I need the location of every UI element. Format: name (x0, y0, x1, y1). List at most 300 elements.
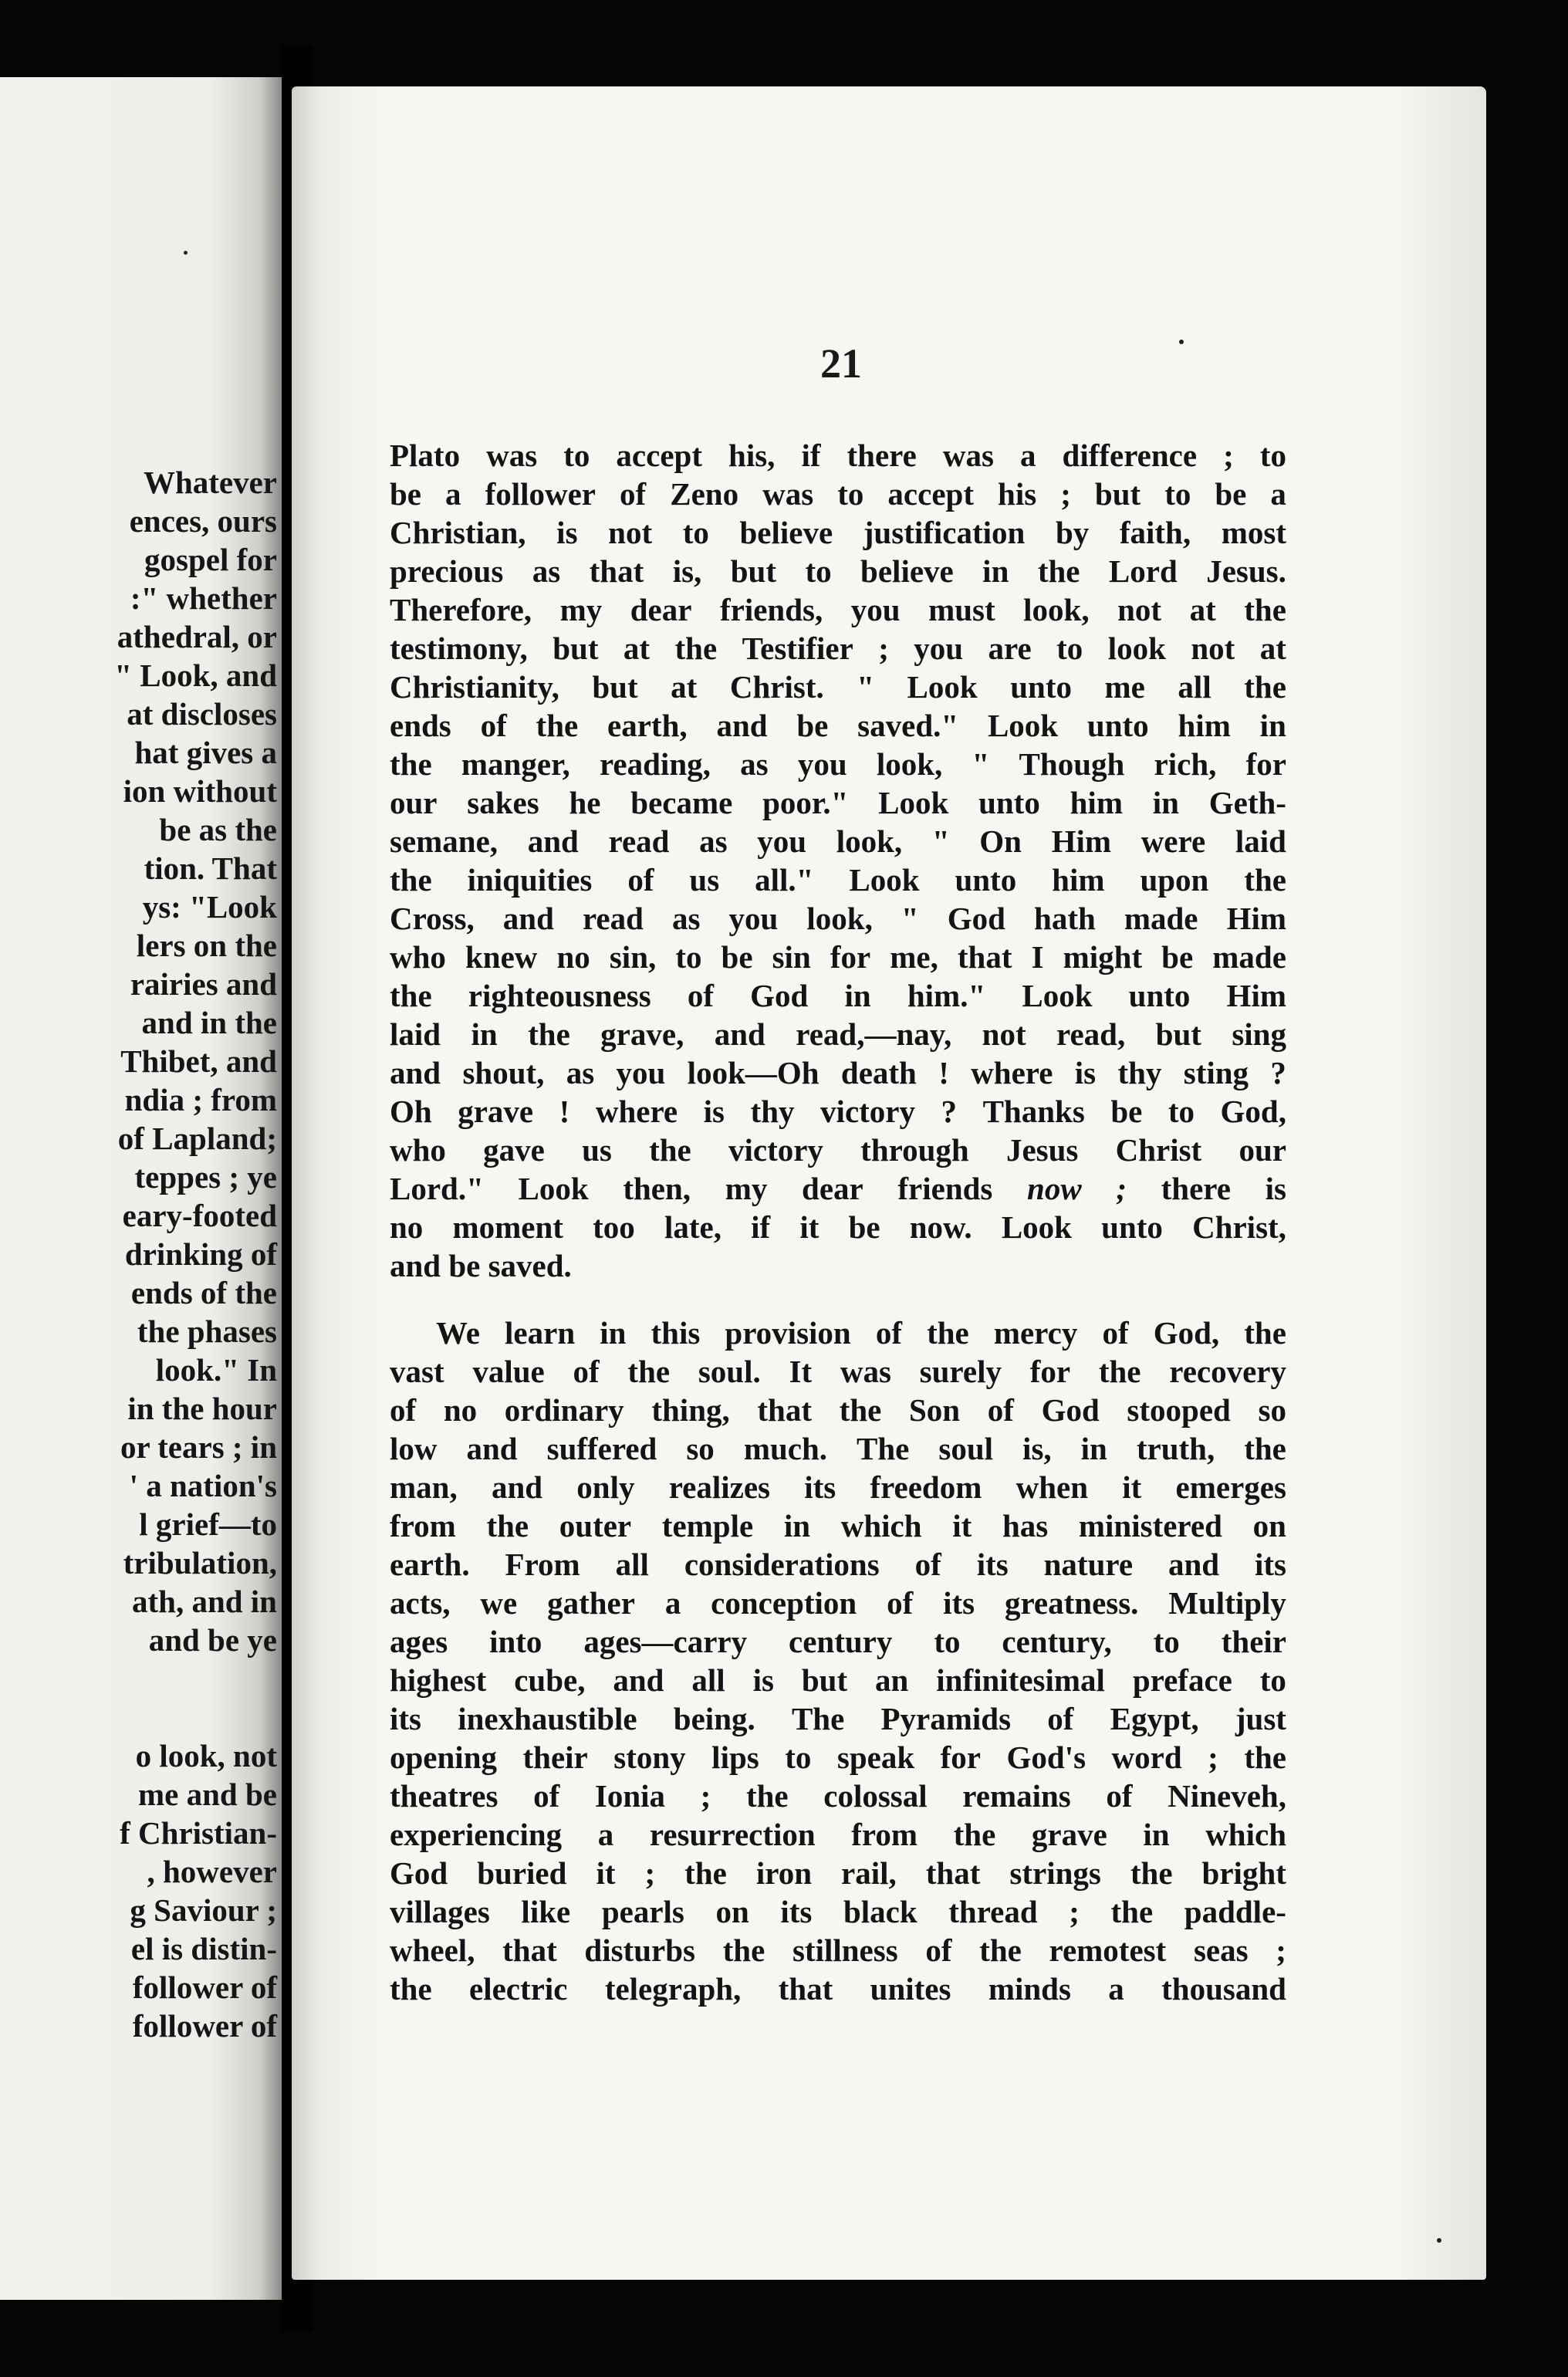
word: you (797, 746, 847, 782)
word: as (672, 901, 701, 936)
text-line-last (390, 1246, 1286, 1285)
word: at (623, 631, 651, 666)
word: follower (485, 476, 596, 512)
word: of (987, 1392, 1014, 1428)
left-text-line: Thibet, and (120, 1043, 277, 1079)
left-text-line: ndia ; from (124, 1082, 277, 1117)
word: he (569, 785, 601, 820)
word: the (979, 1932, 1022, 1968)
word: thy (1117, 1055, 1162, 1090)
word: recovery (1169, 1354, 1286, 1389)
word: us (582, 1132, 612, 1168)
word: believe (739, 515, 833, 550)
word: where (971, 1055, 1053, 1090)
paragraph-2 (390, 1314, 1286, 2008)
word: of (620, 476, 647, 512)
word: its (390, 1701, 421, 1736)
text-line (390, 1661, 1286, 1699)
paragraph-1 (390, 436, 1286, 1169)
word: grave, (600, 1016, 684, 1052)
word: is (752, 1662, 774, 1698)
word: you (728, 901, 779, 936)
word: Though (1019, 746, 1125, 782)
word: my (559, 592, 603, 627)
word: their (522, 1740, 588, 1775)
word: to (1259, 438, 1286, 473)
word: Jesus (1005, 1132, 1079, 1168)
word: ; (1060, 476, 1071, 512)
word: and (491, 1469, 543, 1505)
word: testimony, (390, 631, 528, 666)
word: low (390, 1431, 438, 1466)
word: to (1164, 476, 1191, 512)
word: surely (919, 1354, 1002, 1389)
word: Testifier (742, 631, 853, 666)
word: ; (1116, 1171, 1127, 1206)
word: to (837, 476, 864, 512)
word: hath (1034, 901, 1096, 936)
left-text-line: Whatever (143, 465, 277, 500)
word: unto (1128, 978, 1191, 1013)
word: suffered (546, 1431, 657, 1466)
word: a (1108, 1971, 1124, 2007)
word: Look (878, 785, 949, 820)
word: look (1107, 631, 1166, 666)
word: at (671, 669, 698, 705)
word: Geth- (1208, 785, 1286, 820)
word: Christian, (390, 515, 526, 550)
word: look, (876, 746, 943, 782)
text-line (390, 1699, 1286, 1738)
word: is (703, 1094, 725, 1129)
word: him (1178, 708, 1231, 743)
word: the (1098, 1354, 1141, 1389)
word: knew (465, 939, 538, 975)
word: but (553, 631, 599, 666)
word: man, (390, 1469, 458, 1505)
word: read (608, 823, 670, 859)
word: vast (390, 1354, 444, 1389)
word: ages (390, 1624, 448, 1659)
word: sing (1232, 1016, 1286, 1052)
page-number: 21 (820, 340, 862, 387)
word: is, (672, 553, 702, 589)
left-page-fragment (0, 77, 282, 2300)
word: of (533, 1778, 560, 1814)
word: is (556, 515, 578, 550)
page-body (390, 436, 1286, 2008)
word: the (953, 1817, 996, 1852)
word: the (1110, 1894, 1154, 1929)
word: if (801, 438, 821, 473)
word: Lord (1108, 553, 1178, 589)
word: mercy (993, 1315, 1078, 1351)
left-text-line: ends of the (130, 1275, 277, 1310)
text-line (390, 1391, 1286, 1429)
text-line (390, 1815, 1286, 1854)
word: Look (849, 862, 920, 898)
word: laid (390, 1016, 441, 1052)
word: the (1244, 1740, 1286, 1775)
word: the (839, 1392, 882, 1428)
word: the (1244, 862, 1286, 898)
word: be (390, 476, 421, 512)
word: where (595, 1094, 678, 1129)
word: and (1168, 1547, 1220, 1582)
word: so (1258, 1392, 1286, 1428)
word: you (616, 1055, 666, 1090)
text-line (390, 1622, 1286, 1661)
word: Him (1226, 978, 1286, 1013)
text-line (390, 1429, 1286, 1468)
text-line (390, 1892, 1286, 1931)
word: the (390, 1971, 432, 2007)
word: late, (664, 1209, 721, 1245)
word: as (532, 553, 561, 589)
word: the (927, 1315, 969, 1351)
word: thread (948, 1894, 1038, 1929)
word: and (714, 1016, 765, 1052)
word: The (857, 1431, 910, 1466)
word: of (1047, 1701, 1074, 1736)
word: in (783, 1508, 811, 1544)
word: as (699, 823, 728, 859)
word: experiencing (390, 1817, 563, 1852)
word: is (1265, 1171, 1286, 1206)
word: century, (1002, 1624, 1112, 1659)
text-line (390, 590, 1286, 629)
word: soul. (698, 1354, 761, 1389)
word: thing, (651, 1392, 730, 1428)
word: Look (907, 669, 978, 705)
word: and (613, 1662, 664, 1698)
word: to (682, 515, 709, 550)
word: that (957, 939, 1012, 975)
word: word (1111, 1740, 1182, 1775)
text-line (390, 822, 1286, 861)
word: but (592, 669, 638, 705)
word: in (1152, 785, 1179, 820)
word: unto (1086, 708, 1149, 743)
word: not (1191, 631, 1235, 666)
word: all." (755, 862, 814, 898)
word: bright (1201, 1855, 1286, 1891)
word: were (1141, 823, 1206, 859)
word: his (998, 476, 1037, 512)
word: rich, (1154, 746, 1217, 782)
word: to (563, 438, 590, 473)
word: it (799, 1209, 819, 1245)
left-text-line: tribulation, (123, 1545, 277, 1581)
word: are (988, 631, 1032, 666)
word: Thanks (982, 1094, 1085, 1129)
word: Pyramids (880, 1701, 1012, 1736)
word: no (556, 939, 590, 975)
word: Therefore, (390, 592, 532, 627)
word: you (850, 592, 901, 627)
word: that (757, 1392, 813, 1428)
word: friends (897, 1171, 993, 1206)
word: Cross, (390, 901, 475, 936)
word: Plato (390, 438, 461, 473)
word: gather (547, 1585, 635, 1621)
left-text-line: l grief—to (139, 1506, 277, 1542)
word: Oh (390, 1094, 432, 1129)
word: look, (806, 901, 873, 936)
word: to (675, 939, 702, 975)
word: ; (1223, 438, 1234, 473)
word: a (664, 1585, 681, 1621)
left-text-line: o look, not (135, 1738, 277, 1773)
word: remains (962, 1778, 1071, 1814)
word: became (630, 785, 733, 820)
word: our (1239, 1132, 1286, 1168)
word: that (589, 553, 644, 589)
word: stooped (1127, 1392, 1231, 1428)
word: victory (728, 1132, 823, 1168)
word: of (390, 1392, 417, 1428)
word: from (851, 1817, 918, 1852)
left-text-line: ath, and in (131, 1584, 277, 1619)
word: look—Oh (687, 1055, 819, 1090)
word: be (1161, 939, 1194, 975)
word: it (596, 1855, 616, 1891)
word: the (390, 746, 432, 782)
word: no (390, 1209, 424, 1245)
left-text-line: the phases (137, 1314, 277, 1349)
word: there (1161, 1171, 1231, 1206)
word: value (472, 1354, 545, 1389)
word: it (952, 1508, 972, 1544)
word: ; (1069, 1894, 1080, 1929)
word: paddle- (1184, 1894, 1286, 1929)
word: read, (1056, 1016, 1126, 1052)
paragraph-gap (390, 1285, 1286, 1314)
text-segment: and be saved. (390, 1248, 572, 1283)
word: be (721, 939, 753, 975)
text-line (390, 1314, 1286, 1352)
word: of (687, 978, 715, 1013)
word: Lord." (390, 1171, 484, 1206)
left-text-line: follower of (132, 1970, 277, 2005)
left-page-text (0, 463, 277, 2045)
word: Look (1001, 1209, 1072, 1245)
word: the (536, 708, 579, 743)
word: the (684, 1855, 727, 1891)
word: like (521, 1894, 571, 1929)
word: to (805, 553, 832, 589)
text-line (390, 1777, 1286, 1815)
word: be (1215, 476, 1247, 512)
word: us (689, 862, 720, 898)
word: villages (390, 1894, 490, 1929)
text-line (390, 1208, 1286, 1246)
word: and (716, 708, 768, 743)
word: faith, (1119, 515, 1191, 550)
word: upon (1140, 862, 1209, 898)
text-line (390, 1352, 1286, 1391)
word: from (390, 1508, 456, 1544)
left-text-line: be as the (159, 812, 277, 847)
word: God (390, 1855, 448, 1891)
word: to (1153, 1624, 1180, 1659)
left-text-line: and be ye (148, 1622, 277, 1658)
dust-speck (1179, 340, 1184, 344)
word: now (1027, 1171, 1082, 1206)
word: the (1244, 592, 1286, 627)
word: dear (802, 1171, 863, 1206)
word: iniquities (467, 862, 593, 898)
word: highest (390, 1662, 487, 1698)
word: in (471, 1016, 498, 1052)
word: look, (836, 823, 903, 859)
word: God (1041, 1392, 1100, 1428)
word: him (1070, 785, 1123, 820)
word: ! (559, 1094, 570, 1129)
word: Look (987, 708, 1059, 743)
word: God's (1006, 1740, 1086, 1775)
word: a (1270, 476, 1286, 512)
text-line (390, 899, 1286, 938)
word: be (1110, 1094, 1143, 1129)
text-line (390, 1970, 1286, 2008)
text-line (390, 706, 1286, 745)
word: grave (458, 1094, 534, 1129)
word: precious (390, 553, 504, 589)
text-line (390, 1545, 1286, 1584)
word: Look (1022, 978, 1093, 1013)
word: sting (1183, 1055, 1249, 1090)
word: through (860, 1132, 969, 1168)
word: the (1244, 1431, 1286, 1466)
word: that (502, 1932, 557, 1968)
left-text-line: or tears ; in (120, 1429, 277, 1465)
word: but (801, 1662, 848, 1698)
word: into (489, 1624, 542, 1659)
word: no (443, 1392, 478, 1428)
word: only (576, 1469, 635, 1505)
word: unto (955, 862, 1017, 898)
word: emerges (1175, 1469, 1286, 1505)
word: On (979, 823, 1022, 859)
text-line (390, 1854, 1286, 1892)
word: we (480, 1585, 518, 1621)
word: and (502, 901, 554, 936)
word: earth. (390, 1547, 470, 1582)
left-text-line: follower of (132, 2008, 277, 2044)
word: Him (1051, 823, 1112, 859)
word: too (593, 1209, 635, 1245)
word: is (1074, 1055, 1097, 1090)
word: acts, (390, 1585, 451, 1621)
word: its (976, 1547, 1009, 1582)
word: gave (483, 1132, 545, 1168)
word: be (848, 1209, 880, 1245)
word: all (1178, 669, 1211, 705)
word: greatness. (1004, 1585, 1139, 1621)
word: the (627, 1354, 671, 1389)
word: " (931, 823, 950, 859)
word: this (651, 1315, 701, 1351)
left-text-line: , however (147, 1854, 277, 1889)
word: inexhaustible (458, 1701, 637, 1736)
word: you (757, 823, 807, 859)
word: of (925, 1932, 952, 1968)
word: in (600, 1315, 627, 1351)
word: soul (938, 1431, 994, 1466)
left-text-line: ences, ours (129, 503, 277, 539)
word: From (505, 1547, 580, 1582)
dust-speck (1437, 2238, 1441, 2243)
word: Multiply (1168, 1585, 1286, 1621)
word: earth, (607, 708, 688, 743)
text-line (390, 1468, 1286, 1506)
left-text-line: ys: "Look (142, 889, 277, 925)
word: must (928, 592, 995, 627)
word: freedom (870, 1469, 982, 1505)
word: minds (988, 1971, 1071, 2007)
word: all (691, 1662, 725, 1698)
text-line (390, 783, 1286, 822)
word: Jesus. (1206, 553, 1286, 589)
word: accept (616, 438, 702, 473)
word: " (857, 669, 875, 705)
word: provision (725, 1315, 851, 1351)
left-text-line: tion. That (144, 850, 277, 886)
word: ? (941, 1094, 958, 1129)
word: that (778, 1971, 833, 2007)
word: to (934, 1624, 961, 1659)
word: strings (1009, 1855, 1101, 1891)
word: difference (1062, 438, 1198, 473)
word: made (1124, 901, 1198, 936)
word: I (1031, 939, 1044, 975)
word: Zeno (670, 476, 739, 512)
word: was (762, 476, 814, 512)
word: black (843, 1894, 917, 1929)
word: sin, (609, 939, 657, 975)
dust-speck (184, 251, 188, 255)
word: if (751, 1209, 771, 1245)
word: telegraph, (604, 1971, 742, 2007)
word: manger, (461, 746, 570, 782)
word: shout, (462, 1055, 545, 1090)
word: a (597, 1817, 614, 1852)
word: being. (673, 1701, 755, 1736)
text-line (390, 938, 1286, 976)
word: It (789, 1354, 813, 1389)
word: by (1055, 515, 1090, 550)
word: Egypt, (1110, 1701, 1199, 1736)
word: which (1205, 1817, 1286, 1852)
word: considerations (684, 1547, 880, 1582)
text-line (390, 513, 1286, 552)
word: to (1056, 631, 1083, 666)
word: of (480, 708, 507, 743)
left-text-line: el is distin- (130, 1931, 277, 1966)
left-text-line: gospel for (144, 542, 277, 577)
word: temple (661, 1508, 754, 1544)
word: of (1106, 1778, 1133, 1814)
word: ; (700, 1778, 711, 1814)
word: the (722, 1932, 765, 1968)
word: the (528, 1016, 570, 1052)
word: an (875, 1662, 909, 1698)
word: ministered (1078, 1508, 1222, 1544)
text-line (390, 1738, 1286, 1777)
word: nature (1043, 1547, 1134, 1582)
text-line (390, 1584, 1286, 1622)
